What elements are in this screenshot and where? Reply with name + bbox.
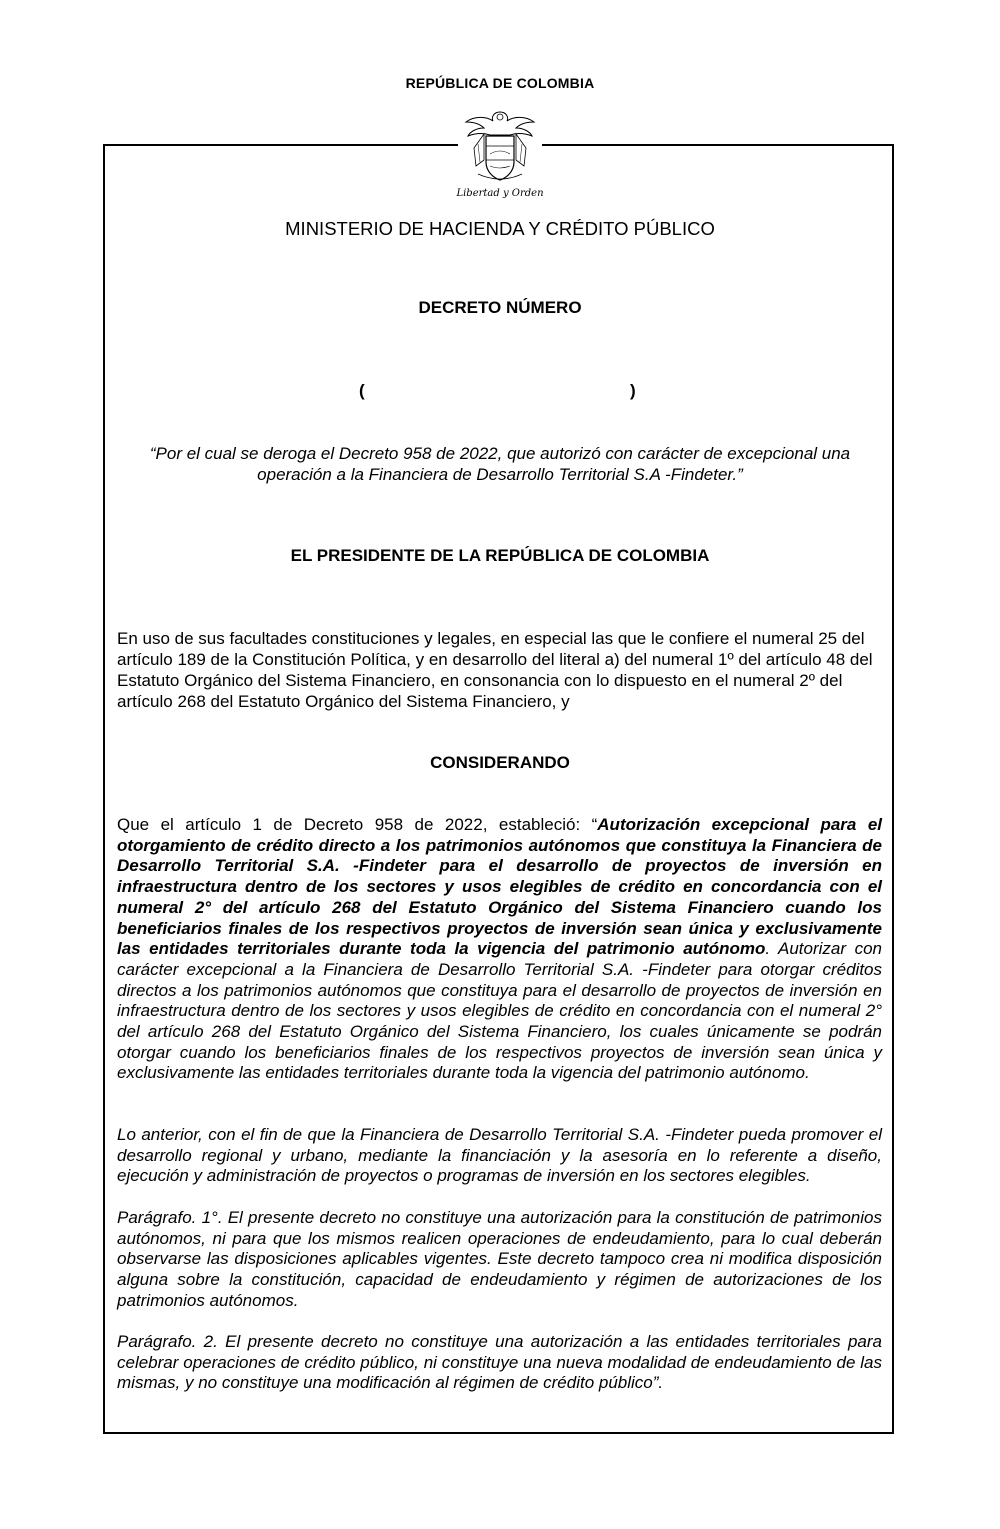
president-heading: EL PRESIDENTE DE LA REPÚBLICA DE COLOMBIA — [290, 546, 710, 565]
considerando-paragraph-2: Lo anterior, con el fin de que la Financiera de Desarrollo Territorial S.A. -Findeter pueda promover el desarrollo regional y urbano, mediante la financiación y la asesoría en lo referente a diseño, ejecución y administración de proyectos o programas de inversión en los sectores elegibles. — [117, 1125, 882, 1186]
ministry-heading: MINISTERIO DE HACIENDA Y CRÉDITO PÚBLICO — [285, 218, 715, 239]
republic-heading: REPÚBLICA DE COLOMBIA — [405, 75, 595, 91]
decree-subject: “Por el cual se deroga el Decreto 958 de 2022, que autorizó con carácter de excepcional una operación a la Financiera de Desarrollo Territorial S.A -Findeter.” — [149, 444, 851, 484]
decree-number-label: DECRETO NÚMERO — [418, 298, 582, 317]
considerando-heading: CONSIDERANDO — [430, 753, 570, 772]
considerando-paragraph-1 — [117, 815, 882, 1084]
paragraph-1-intro: Que el artículo 1 de Decreto 958 de 2022, estableció: “ — [117, 815, 598, 834]
date-open-paren: ( — [359, 381, 365, 400]
paragrafo-2: Parágrafo. 2. El presente decreto no constituye una autorización a las entidades territoriales para celebrar operaciones de crédito público, ni constituye una nueva modalidad de endeudamiento de las mismas, y no constituye una modificación al régimen de crédito público”. — [117, 1332, 882, 1393]
paragrafo-1: Parágrafo. 1°. El presente decreto no constituye una autorización para la constitución de patrimonios autónomos, ni para que los mismos realicen operaciones de endeudamiento, para lo cual deberán observarse las disposiciones aplicables vigentes. Este decreto tampoco crea ni modifica disposición alguna sobre la constitución, capacidad de endeudamiento y régimen de autorizaciones de los patrimonios autónomos. — [117, 1208, 882, 1310]
date-close-paren: ) — [630, 381, 636, 400]
paragraph-1-rest: . Autorizar con carácter excepcional a la Financiera de Desarrollo Territorial S.A. -Findeter para otorgar créditos directos a los patrimonios autónomos que constituya para el desarrollo de proyectos de inversión en infraestructura dentro de los sectores y usos elegibles de crédito en concordancia con el numeral 2° del artículo 268 del Estatuto Orgánico del Sistema Financiero, los cuales únicamente se podrán otorgar cuando los beneficiarios finales de los respectivos proyectos de inversión sean única y exclusivamente las entidades territoriales durante toda la vigencia del patrimonio autónomo. — [117, 939, 882, 1083]
motto-caption: Libertad y Orden — [456, 188, 544, 199]
paragraph-1-bold-title: Autorización excepcional para el otorgamiento de crédito directo a los patrimonios autónomos que constituya la Financiera de Desarrollo Territorial S.A. -Findeter para el desarrollo de proyectos de inversión en infraestructura dentro de los sectores y usos elegibles de crédito en concordancia con el numeral 2° del artículo 268 del Estatuto Orgánico del Sistema Financiero cuando los beneficiarios finales de los respectivos proyectos de inversión sean única y exclusivamente las entidades territoriales durante toda la vigencia del patrimonio autónomo — [117, 815, 882, 959]
powers-paragraph: En uso de sus facultades constituciones y legales, en especial las que le confiere el numeral 25 del artículo 189 de la Constitución Política, y en desarrollo del literal a) del numeral 1º del artículo 48 del Estatuto Orgánico del Sistema Financiero, en consonancia con lo dispuesto en el numeral 2º del artículo 268 del Estatuto Orgánico del Sistema Financiero, y — [117, 629, 873, 711]
